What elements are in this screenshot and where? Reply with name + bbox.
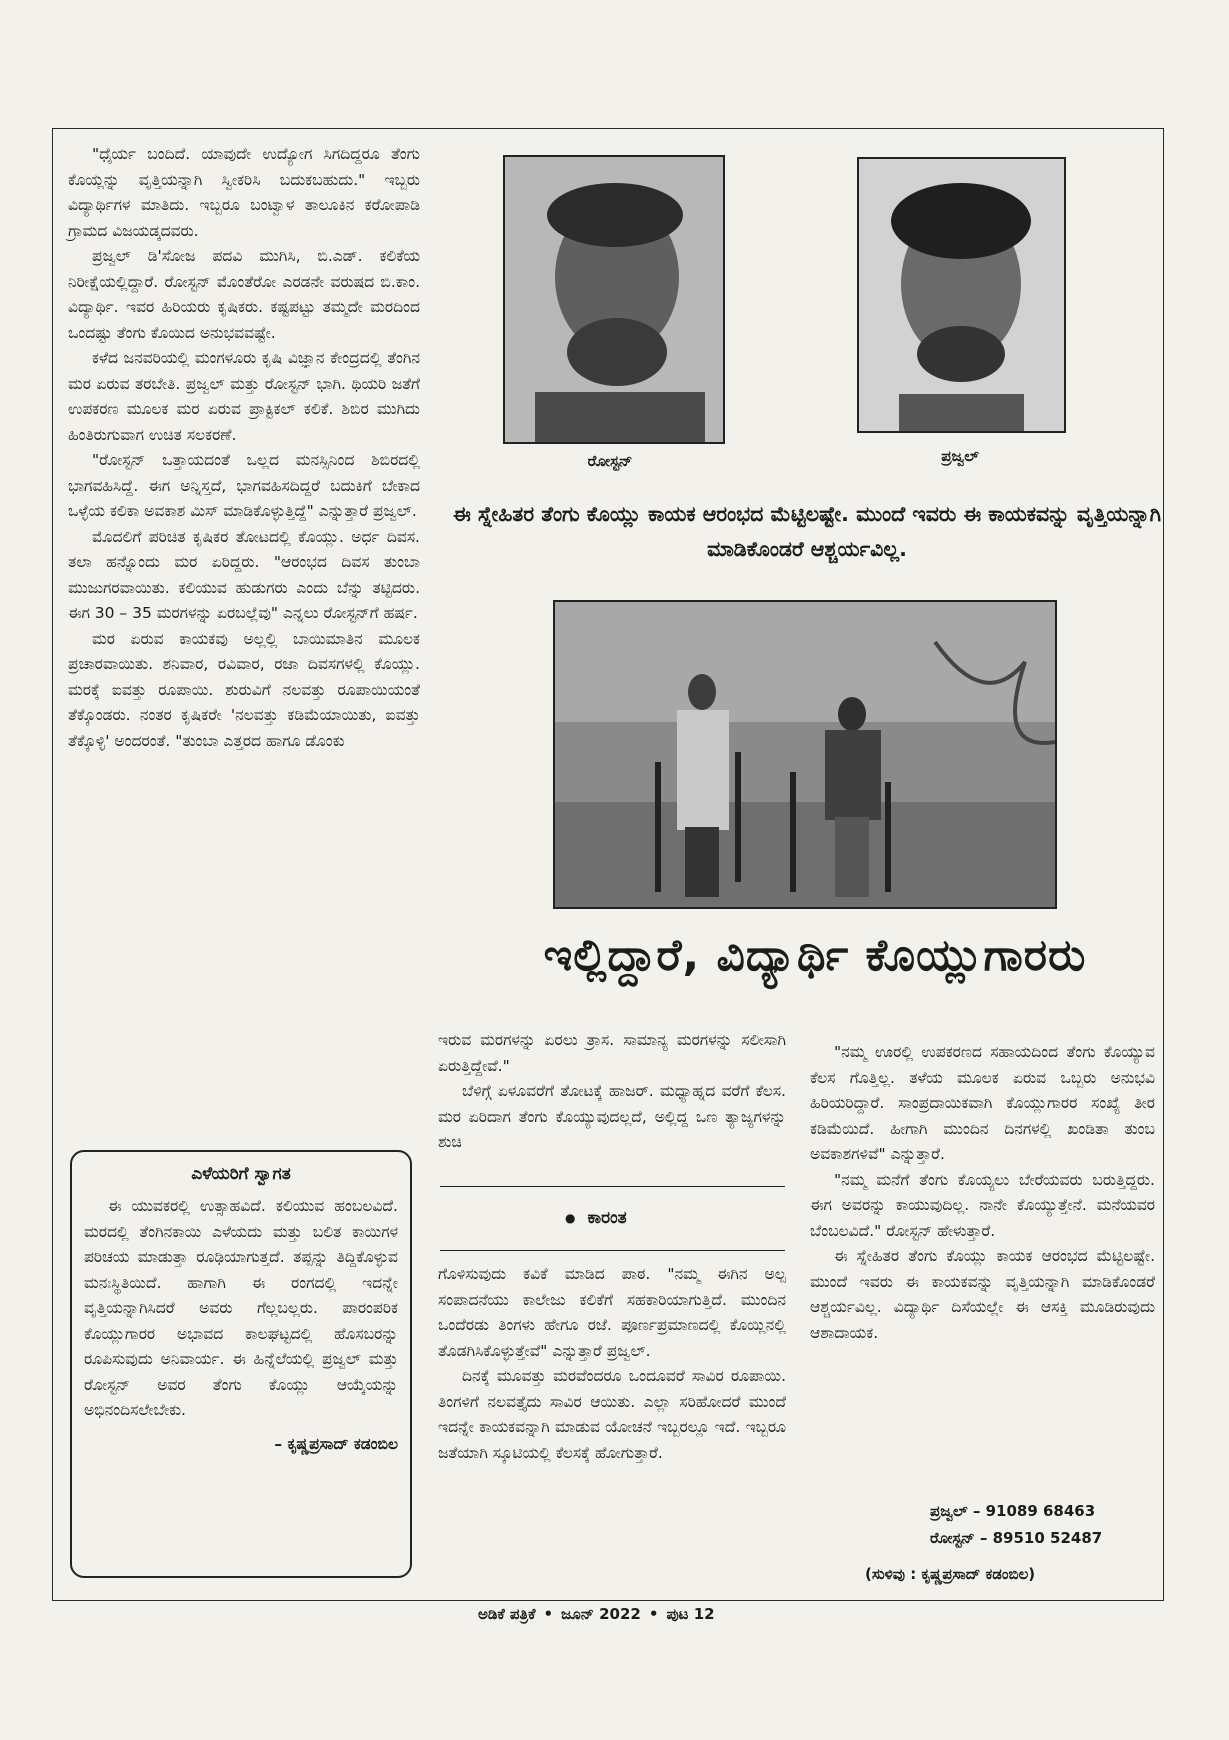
page-footer	[478, 1605, 715, 1623]
footer-issue: ಜೂನ್ 2022	[561, 1605, 641, 1623]
byline-rule-top	[440, 1186, 785, 1187]
col2-paragraph-4: ದಿನಕ್ಕೆ ಮೂವತ್ತು ಮರವೆಂದರೂ ಒಂದೂವರೆ ಸಾವಿರ ರೂಪಾಯಿ. ತಿಂಗಳಿಗೆ ನಲವತ್ತೈದು ಸಾವಿರ ಆಯಿತು. ಎಲ್ಲಾ ಸರಿಹೋದರೆ ಮುಂದೆ ಇದನ್ನೇ ಕಾಯಕವನ್ನಾಗಿ ಮಾಡುವ ಯೋಚನೆ ಇಬ್ಬರಲ್ಲೂ ಇದೆ. ಇಬ್ಬರೂ ಜತೆಯಾಗಿ ಸ್ಕೂಟಿಯಲ್ಲಿ ಕೆಲಸಕ್ಕೆ ಹೋಗುತ್ತಾರೆ.	[438, 1367, 786, 1462]
col2-paragraph-1: ಇರುವ ಮರಗಳನ್ನು ಏರಲು ತ್ರಾಸ. ಸಾಮಾನ್ಯ ಮರಗಳನ್ನು ಸಲೀಸಾಗಿ ಏರುತ್ತಿದ್ದೇವೆ."	[438, 1031, 786, 1075]
col2-paragraph-3: ಗೊಳಿಸುವುದು ಕವಿಕೆ ಮಾಡಿದ ಪಾಠ. "ನಮ್ಮ ಈಗಿನ ಅಲ್ಪ ಸಂಪಾದನೆಯು ಕಾಲೇಜು ಕಲಿಕೆಗೆ ಸಹಕಾರಿಯಾಗುತ್ತಿದೆ. ಮುಂದಿನ ಒಂದೆರಡು ತಿಂಗಳು ಹೇಗೂ ರಜೆ. ಪೂರ್ಣಪ್ರಮಾಣದಲ್ಲಿ ಕೊಯ್ಲಿನಲ್ಲಿ ತೊಡಗಿಸಿಕೊಳ್ಳುತ್ತೇವೆ" ಎನ್ನುತ್ತಾರೆ ಪ್ರಜ್ವಲ್.	[438, 1265, 786, 1360]
contact-row: ಪ್ರಜ್ವಲ್ – 91089 68463	[930, 1502, 1096, 1520]
col2-paragraph-2: ಬೆಳಿಗ್ಗೆ ಏಳೂವರೆಗೆ ತೋಟಕ್ಕೆ ಹಾಜರ್. ಮಧ್ಯಾಹ್ನದ ವರೆಗೆ ಕೆಲಸ. ಮರ ಏರಿದಾಗ ತೆಂಗು ಕೊಯ್ಯುವುದಲ್ಲದೆ, ಅಲ್ಲಿದ್ದ ಒಣ ತ್ಯಾಜ್ಯಗಳನ್ನು ಶುಚಿ	[438, 1082, 786, 1151]
contact-name: ರೋಸ್ಟನ್	[930, 1529, 975, 1547]
welcome-box-author: – ಕೃಷ್ಣಪ್ರಸಾದ್ ಕಡಂಬಿಲ	[274, 1434, 398, 1453]
col1-paragraph-4: "ರೋಸ್ಟನ್ ಒತ್ತಾಯದಂತೆ ಒಲ್ಲದ ಮನಸ್ಸಿನಿಂದ ಶಿಬಿರದಲ್ಲಿ ಭಾಗವಹಿಸಿದ್ದೆ. ಈಗ ಅನ್ನಿಸ್ತದೆ, ಭಾಗವಹಿಸದಿದ್ದರೆ ಬದುಕಿಗೆ ಬೇಕಾದ ಒಳ್ಳೆಯ ಕಲಿಕಾ ಅವಕಾಶ ಮಿಸ್ ಮಾಡಿಕೊಳ್ಳುತ್ತಿದ್ದೆ" ಎನ್ನುತ್ತಾರೆ ಪ್ರಜ್ವಲ್.	[68, 451, 420, 520]
contact-phone: 89510 52487	[992, 1529, 1103, 1547]
col1-paragraph-3: ಕಳೆದ ಜನವರಿಯಲ್ಲಿ ಮಂಗಳೂರು ಕೃಷಿ ವಿಜ್ಞಾನ ಕೇಂದ್ರದಲ್ಲಿ ತೆಂಗಿನ ಮರ ಏರುವ ತರಬೇತಿ. ಪ್ರಜ್ವಲ್ ಮತ್ತು ರೋಸ್ಟನ್ ಭಾಗಿ. ಥಿಯರಿ ಜತೆಗೆ ಉಪಕರಣ ಮೂಲಕ ಮರ ಏರುವ ಪ್ರಾಕ್ಟಿಕಲ್ ಕಲಿಕೆ. ಶಿಬಿರ ಮುಗಿದು ಹಿಂತಿರುಗುವಾಗ ಉಚಿತ ಸಲಕರಣೆ.	[68, 349, 420, 444]
byline-rule-bottom	[440, 1250, 785, 1251]
col1-paragraph-5: ಮೊದಲಿಗೆ ಪರಿಚಿತ ಕೃಷಿಕರ ತೋಟದಲ್ಲಿ ಕೊಯ್ಲು. ಅರ್ಧ ದಿವಸ. ತಲಾ ಹನ್ನೊಂದು ಮರ ಏರಿದ್ದರು. "ಆರಂಭದ ದಿವಸ ತುಂಬಾ ಮುಜುಗರವಾಯಿತು. ಕಲಿಯುವ ಹುಡುಗರು ಎಂದು ಬೆನ್ನು ತಟ್ಟಿದರು. ಈಗ 30 – 35 ಮರಗಳನ್ನು ಏರಬಲ್ಲೆವು" ಎನ್ನಲು ರೋಸ್ಟನ್‌ಗೆ ಹರ್ಷ.	[68, 527, 420, 622]
article-column-1	[68, 142, 420, 754]
welcome-box	[70, 1150, 412, 1578]
col1-paragraph-2: ಪ್ರಜ್ವಲ್ ಡಿ'ಸೋಜ ಪದವಿ ಮುಗಿಸಿ, ಬಿ.ಎಡ್. ಕಲಿಕೆಯ ನಿರೀಕ್ಷೆಯಲ್ಲಿದ್ದಾರೆ. ರೋಸ್ಟನ್ ಮೊಂತೆರೋ ಎರಡನೇ ವರುಷದ ಬಿ.ಕಾಂ. ವಿದ್ಯಾರ್ಥಿ. ಇವರ ಹಿರಿಯರು ಕೃಷಿಕರು. ಕಷ್ಟಪಟ್ಟು ತಮ್ಮದೇ ಮರದಿಂದ ಒಂದಷ್ಟು ತೆಂಗು ಕೊಯಿದ ಅನುಭವವಷ್ಟೇ.	[68, 247, 420, 342]
footer-publication: ಅಡಿಕೆ ಪತ್ರಿಕೆ	[478, 1605, 536, 1623]
contact-name: ಪ್ರಜ್ವಲ್	[930, 1502, 968, 1520]
bullet-icon: ●	[565, 1211, 576, 1225]
article-column-3	[810, 1040, 1155, 1346]
article-headline: ಇಲ್ಲಿದ್ದಾರೆ, ವಿದ್ಯಾರ್ಥಿ ಕೊಯ್ಲುಗಾರರು	[543, 930, 1087, 981]
welcome-box-body: ಈ ಯುವಕರಲ್ಲಿ ಉತ್ಸಾಹವಿದೆ. ಕಲಿಯುವ ಹಂಬಲವಿದೆ. ಮರದಲ್ಲಿ ತೆಂಗಿನಕಾಯಿ ಎಳೆಯದು ಮತ್ತು ಬಲಿತ ಕಾಯಿಗಳ ಪರಿಚಯ ಮಾಡುತ್ತಾ ರೂಢಿಯಾಗುತ್ತದೆ. ತಪ್ಪನ್ನು ತಿದ್ದಿಕೊಳ್ಳುವ ಮನಃಸ್ಥಿತಿಯಿದೆ. ಹಾಗಾಗಿ ಈ ರಂಗದಲ್ಲಿ ಇದನ್ನೇ ವೃತ್ತಿಯನ್ನಾಗಿಸಿದರೆ ಅವರು ಗೆಲ್ಲಬಲ್ಲರು. ಪಾರಂಪರಿಕ ಕೊಯ್ಲುಗಾರರ ಅಭಾವದ ಕಾಲಘಟ್ಟದಲ್ಲಿ ಹೊಸಬರನ್ನು ರೂಪಿಸುವುದು ಅನಿವಾರ್ಯ. ಈ ಹಿನ್ನೆಲೆಯಲ್ಲಿ ಪ್ರಜ್ವಲ್ ಮತ್ತು ರೋಸ್ಟನ್ ಅವರ ತೆಂಗು ಕೊಯ್ಲು ಆಯ್ಕೆಯನ್ನು ಅಭಿನಂದಿಸಲೇಬೇಕು.	[84, 1197, 398, 1419]
caption-prajwal: ಪ್ರಜ್ವಲ್	[941, 447, 979, 465]
contact-phone: 91089 68463	[985, 1502, 1096, 1520]
caption-roston: ರೋಸ್ಟನ್	[587, 452, 633, 470]
portrait-photo-roston	[503, 155, 725, 444]
col1-paragraph-1: "ಧೈರ್ಯ ಬಂದಿದೆ. ಯಾವುದೇ ಉದ್ಯೋಗ ಸಿಗದಿದ್ದರೂ ತೆಂಗು ಕೊಯ್ಲನ್ನು ವೃತ್ತಿಯನ್ನಾಗಿ ಸ್ವೀಕರಿಸಿ ಬದುಕಬಹುದು." ಇಬ್ಬರು ವಿದ್ಯಾರ್ಥಿಗಳ ಮಾತಿದು. ಇಬ್ಬರೂ ಬಂಟ್ವಾಳ ತಾಲೂಕಿನ ಕರೋಪಾಡಿ ಗ್ರಾಮದ ವಿಜಯಡ್ಕದವರು.	[68, 145, 420, 240]
article-column-2-top	[438, 1028, 786, 1156]
pull-quote: ಈ ಸ್ನೇಹಿತರ ತೆಂಗು ಕೊಯ್ಲು ಕಾಯಕ ಆರಂಭದ ಮೆಟ್ಟಿಲಷ್ಟೇ. ಮುಂದೆ ಇವರು ಈ ಕಾಯಕವನ್ನು ವೃತ್ತಿಯನ್ನಾಗಿ ಮಾಡಿಕೊಂಡರೆ ಆಶ್ಚರ್ಯವಿಲ್ಲ.	[453, 502, 1161, 561]
bullet-icon: •	[543, 1605, 554, 1623]
contact-row: ರೋಸ್ಟನ್ – 89510 52487	[930, 1529, 1103, 1547]
tip-credit: (ಸುಳಿವು : ಕೃಷ್ಣಪ್ರಸಾದ್ ಕಡಂಬಿಲ)	[865, 1565, 1036, 1583]
contact-list	[930, 1498, 1102, 1552]
col3-paragraph-3: ಈ ಸ್ನೇಹಿತರ ತೆಂಗು ಕೊಯ್ಲು ಕಾಯಕ ಆರಂಭದ ಮೆಟ್ಟಿಲಷ್ಟೇ. ಮುಂದೆ ಇವರು ಈ ಕಾಯಕವನ್ನು ವೃತ್ತಿಯನ್ನಾಗಿ ಮಾಡಿಕೊಂಡರೆ ಆಶ್ಚರ್ಯವಿಲ್ಲ. ವಿದ್ಯಾರ್ಥಿ ದಿಸೆಯಲ್ಲೇ ಈ ಆಸಕ್ತಿ ಮೂಡಿರುವುದು ಆಶಾದಾಯಕ.	[810, 1247, 1155, 1342]
portrait-photo-prajwal	[857, 157, 1066, 433]
bullet-icon: •	[648, 1605, 659, 1623]
col3-paragraph-1: "ನಮ್ಮ ಊರಲ್ಲಿ ಉಪಕರಣದ ಸಹಾಯದಿಂದ ತೆಂಗು ಕೊಯ್ಯುವ ಕೆಲಸ ಗೊತ್ತಿಲ್ಲ. ತಳೆಯ ಮೂಲಕ ಏರುವ ಒಬ್ಬರು ಅನುಭವಿ ಹಿರಿಯರಿದ್ದಾರೆ. ಸಾಂಪ್ರದಾಯಿಕವಾಗಿ ಕೊಯ್ಲುಗಾರರ ಸಂಖ್ಯೆ ತೀರ ಕಡಿಮೆಯಿದೆ. ಹೀಗಾಗಿ ಮುಂದಿನ ದಿನಗಳಲ್ಲಿ ಖಂಡಿತಾ ತುಂಬ ಅವಕಾಶಗಳಿವೆ" ಎನ್ನುತ್ತಾರೆ.	[810, 1043, 1155, 1163]
col1-paragraph-6: ಮರ ಏರುವ ಕಾಯಕವು ಅಲ್ಲಲ್ಲಿ ಬಾಯಿಮಾತಿನ ಮೂಲಕ ಪ್ರಚಾರವಾಯಿತು. ಶನಿವಾರ, ರವಿವಾರ, ರಜಾ ದಿವಸಗಳಲ್ಲಿ ಕೊಯ್ಲು. ಮರಕ್ಕೆ ಐವತ್ತು ರೂಪಾಯಿ. ಶುರುವಿಗೆ ನಲವತ್ತು ರೂಪಾಯಿಯಂತೆ ತೆಕ್ಕೊಂಡರು. ನಂತರ ಕೃಷಿಕರೇ 'ನಲವತ್ತು ಕಡಿಮೆಯಾಯಿತು, ಐವತ್ತು ತೆಕ್ಕೊಳ್ಳಿ' ಅಂದರಂತೆ. "ತುಂಬಾ ಎತ್ತರದ ಹಾಗೂ ಡೊಂಕು	[68, 629, 420, 750]
main-photo-two-climbers	[553, 600, 1057, 909]
footer-page-number: ಪುಟ 12	[666, 1605, 715, 1623]
welcome-box-title: ಎಳೆಯರಿಗೆ ಸ್ವಾಗತ	[191, 1164, 291, 1184]
byline-name: ಕಾರಂತ	[587, 1208, 627, 1228]
byline	[565, 1208, 627, 1228]
col3-paragraph-2: "ನಮ್ಮ ಮನೆಗೆ ತೆಂಗು ಕೊಯ್ಯಲು ಬೇರೆಯವರು ಬರುತ್ತಿದ್ದರು. ಈಗ ಅವರನ್ನು ಕಾಯುವುದಿಲ್ಲ. ನಾನೇ ಕೊಯ್ಯುತ್ತೇನೆ. ಮನೆಯವರ ಬೆಂಬಲವಿದೆ." ರೋಸ್ಟನ್ ಹೇಳುತ್ತಾರೆ.	[810, 1170, 1155, 1240]
article-column-2-bottom	[438, 1262, 786, 1466]
